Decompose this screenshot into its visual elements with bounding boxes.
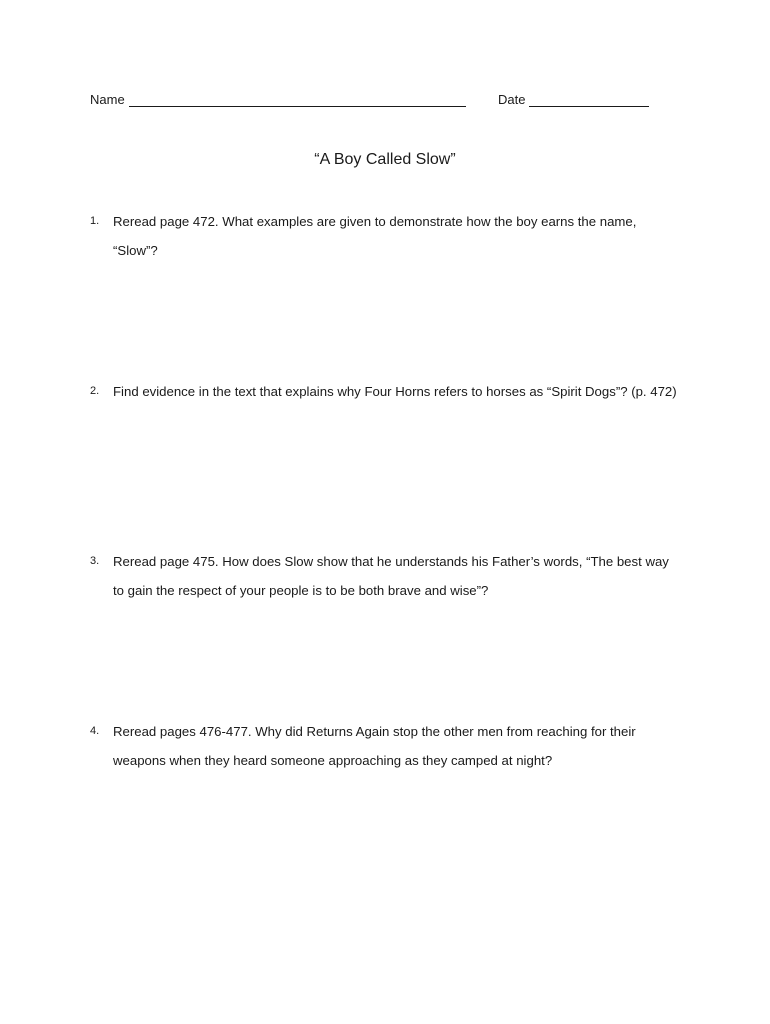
date-field[interactable] <box>498 92 649 107</box>
name-field[interactable] <box>90 92 466 107</box>
question-3 <box>90 547 680 605</box>
question-text: Reread pages 476-477. Why did Returns Again stop the other men from reaching for their weapons when they heard someone approaching as they camped at night? <box>113 724 636 768</box>
date-blank-line[interactable] <box>529 94 649 107</box>
question-number: 3. <box>90 555 100 567</box>
question-text: Reread page 475. How does Slow show that he understands his Father’s words, “The best way to gain the respect of your people is to be both brave and wise”? <box>113 554 669 598</box>
name-blank-line[interactable] <box>129 94 466 107</box>
question-2 <box>90 377 680 406</box>
question-text: Reread page 472. What examples are given to demonstrate how the boy earns the name, “Slow”? <box>113 214 637 258</box>
question-number: 2. <box>90 385 100 397</box>
question-text: Find evidence in the text that explains why Four Horns refers to horses as “Spirit Dogs”? (p. 472) <box>113 384 677 399</box>
date-label: Date <box>498 92 526 107</box>
question-number: 4. <box>90 725 100 737</box>
question-4 <box>90 717 680 775</box>
name-label: Name <box>90 92 125 107</box>
question-1 <box>90 207 680 265</box>
page-title: “A Boy Called Slow” <box>314 151 456 168</box>
question-number: 1. <box>90 215 100 227</box>
header-fields <box>90 92 690 114</box>
